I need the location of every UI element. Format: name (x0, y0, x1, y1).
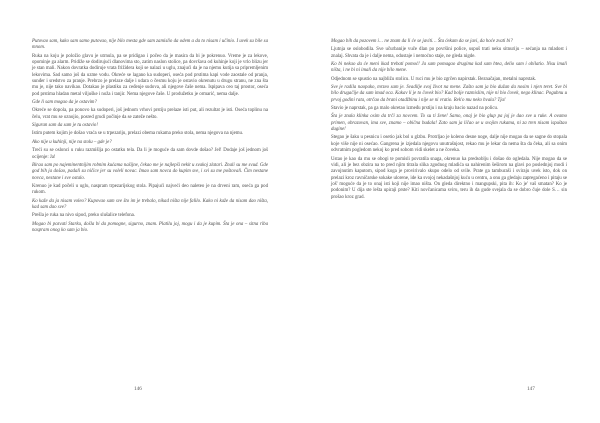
paragraph: Mogao bih da pozovem i… ne znam da li će se javiti… Šta ćekam da se javi, da hoće zvati bi? (331, 39, 513, 44)
paragraph: Ustao je kao da mu se obogi te pomisli povratila snaga, okrenuo ka predsoblju i došao do ogledala. Nije mogao da se vidi, ali je bez obzira na to pred njim titrala slika zgodnog mladića sa nahirenim šeširom na glavi po poslednjoj modi i zavojnutim kaputom, sipod koga je provirivalo skupo odelo od svile. Prate ga tamburaši i sviraju uvek isto, dok on prelazi kroz ravničarske sokake ulorene, ide ka svojoj nekadašnjoj kuću u centru, a onu ga gledaju zapregaćeno i pitaju se još' moguće da je to onaj isti koji nije imao ništa. On gleda direktno i mangupski, pita ih: Ko je' vaš smatan? Ko je podonim? U dija ste lešta upiraji prste? Kiti novčanicama sviru, teru ih da gude svejala da se dobro čuje dole S… sin prošao kroz grad. (331, 156, 567, 200)
left-page-number: 146 (134, 386, 142, 392)
paragraph: Biraa sam po najeminentnijim robnim kućama našijne, čekao me je najlepši nekit u svakoj zlatari. Znali su me svud. Gde god bih ja došao, padali su ničice jer su voleli novac. Imao sam novca do kupim sve, i svi su me poštovali. Čim nestane novca, nestane i sve ostalo. (32, 162, 268, 181)
paragraph: Mogao bi pozvati Starku, došla bi da pomogne, sigurno, znam. Platilu joj, mogu i da je kupim. Šta je ona – sitna riba naspram onog ko sam ja bio. (32, 221, 268, 233)
paragraph: Sve je radila naopako, mrzeo sam je. Svadilje svoj život na mene. Zašto sam ja bio dužan da nosim i njen teret. Sve bi bilo drugačije da sam imad oca. Kakav li je to čovek bio? Kad bolje razmislim, nije ni bio čovek, nego klinac. Pogubnu u prvoj godini rata, otrčao da brani otadžbinu i nije se ni vratio. Rek'o mu neko hvala? Tja! (331, 85, 567, 103)
right-page-text-column (331, 39, 567, 203)
paragraph: Stavio je naprstak, pa ga malo okretao između prstiju i na kraju bacio nazad na policu. (331, 106, 499, 112)
paragraph: Ljutnja se oslobodila. Sve učurbanije vuče dlan po površini police, uspuš trati neku sitnuriju – sećanja na mladost i znalaj. Shvata da je i dalje nema, odustaje i nemoćno staje, ne gleda nigde. (331, 47, 567, 59)
right-page-number: 147 (527, 386, 535, 392)
paragraph: Odjednom se spustio na najbližu stolicu. U ruci mu je bio zgrčen napirstak. Beznačajan, metalni naprstak. (331, 76, 537, 82)
paragraph: Okreće se dopola, pa ponovo ka sudoperi, još jednom vrhovi prstiju prelaze isti put, ali rezultat je isti. Oseća toplinu na čelu, vrat mu se oznojio, posred grudi počinje da se zateže nešto. (32, 108, 268, 120)
right-page (300, 0, 600, 423)
paragraph: Ako nije u kuhinji, nije na stolu – gde je? (32, 139, 112, 145)
paragraph: Ko kaže da ja nisam voleo? Kupovao sam sve što im je trebalo, nikad ništa nije falilo. Kako ni kaže da nisam dao ništa, kad sam dao sve? (32, 198, 268, 210)
paragraph: Ruka na koju je položio glavu je utrnula, pa se pridigao i počeo da je masira da bi je pokrenuo. Vreme je za lekove, opominje ga alarm. Pridiže se dodirujući dlanovima sto, zatim naslon stolice, pa dovršava od kuhinje koji je vrlo blizu jer je stan mali. Nakon dovratka dodiruje vrata frižidera koji se nalazi u uglu, znajući da je na njemu kutija sa pripremljenim lekovima. Sad samo još da uzme vodu. Okreće se lagano ka sudoperi, oseća pod prstima kapi vode zaostale od pranja, sunđer i sredstvo za pranje. Prebrzo je prelaze dalje i udara o česmu koju je ostavio okrenutu u drugu stranu, ne zna šta mu je, nije tako navikao. Dotakao je plastiku za ceđenje sudova, ali njegove čaše nema. Ispipava ceo taj prostor, oseća pod prstima hladan metal viljuške i noža i tanjir. Nema njegove čaše. U produžetku je ormarić, nema dalje. (32, 53, 268, 97)
paragraph: Stegao je šaku u pesnicu i osetio jak bol u glzbu. Protrljao je koleno desne noge, dalje nije mogao da se sagne do stopala koje više nije ni osećao. Gangrena je izjedala njegovu unutrašnjost, rekao mu je lekar da nema šta da čeka, ali sa onim odvratnim pogledom nekoj ko pred sobom vidi skelet a ne čoveka. (331, 135, 567, 154)
paragraph: Gde li sam mogao da je ostavim? (32, 100, 97, 106)
paragraph: Siguran sam da sam je tu ostavio! (32, 123, 98, 129)
paragraph: Ko bi nekao da će meni ikad trebati pomoć! Ja sam pomagao drugima kad sam htea, delio sam i obilatio. Nisu imali ništa, i ne bi ni imali da nije bilo mene. (331, 62, 567, 74)
paragraph: Treći su se oslonci u ruku razmišlja po ostatku tela. Da li je moguće da sam dovde došao? Jel! Dodaje još jednom još ocijenje: Ja! (32, 148, 268, 160)
paragraph: Krenuo je kad počeli u uglu, naspram trpezarijskog stola. Pipajući najveći deo naleteo je na drveni ram, oseća ga pod rukom. (32, 183, 268, 196)
paragraph: Putovao sam, kako sam samo putovao, nije bilo mesta gde sam zamislio da odem a da to nisam i učinio. I uvek su bile sa mnom. (32, 39, 268, 51)
paragraph: Prešla je ruka na nivo sipod, preko slušalice telefona. (32, 213, 136, 219)
paragraph: Šta je znala klinka osim da trči za novcem. To su ti žene! Samo, onaj je bio glup pa joj je dao sve u ruke. A ovamo primen, obrazovan, ima sve, znamo – obična budala! Zato sam ja ličao se u svojim rukama, ni za tren nisam ispuštao dugine! (331, 114, 567, 133)
left-page-text-column (32, 39, 268, 236)
paragraph: Istim putem kojim je došao vraća se u trpezariju, prelazi obema rukama preko stola, nema njegova na njemu. (32, 131, 244, 137)
